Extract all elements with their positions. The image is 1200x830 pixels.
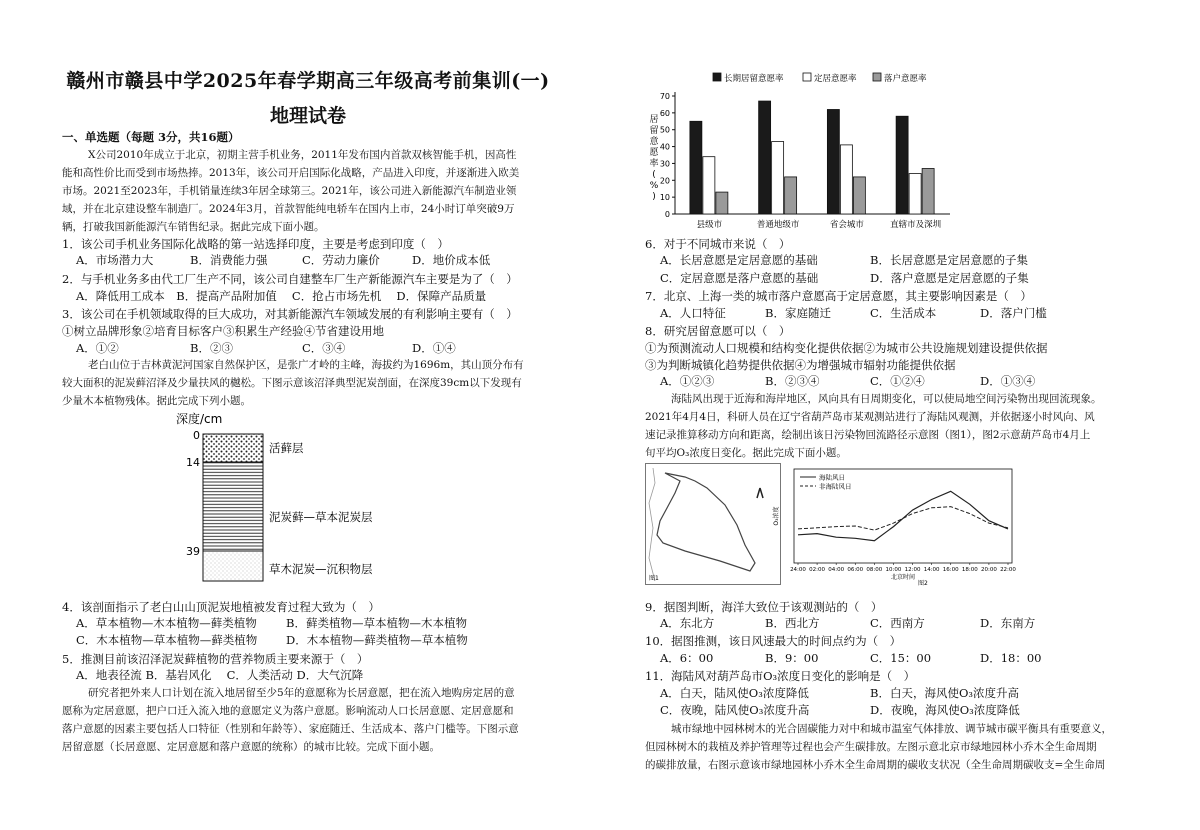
bar [785,177,797,214]
bar [922,168,934,214]
question-10-stem: 10．据图推测，该日风速最大的时间点约为（ ） [645,634,902,648]
y-tick-label: 30 [659,159,670,169]
q1-option-c[interactable]: C．劳动力廉价 [302,253,380,267]
q11-option-a[interactable]: A．白天，陆风使O₃浓度降低 [660,686,809,700]
passage-line: 速记录推算移动方向和距离，绘制出该日污染物回流路径示意图（图1），图2示意葫芦岛市4月上 [645,429,1091,441]
question-5-stem: 5．推测目前该沼泽泥炭藓植物的营养物质主要来源于（ ） [62,652,369,666]
legend-swatch [873,73,881,81]
passage-line: 的碳排放量，右图示意该市绿地园林小乔木全生命周期的碳收支状况（全生命周期碳收支=全生命周 [645,759,1106,771]
bar [703,157,715,214]
q8-items-1: ①为预测流动人口规模和结构变化提供依据②为城市公共设施规划建设提供依据 [645,341,1048,355]
y-axis-label-char: 意 [649,137,659,147]
chart-legend [713,73,927,84]
y-axis-label: O₃浓度 [773,506,780,526]
fig2-label: 图2 [918,580,928,587]
passage-line: 但园林树木的栽植及养护管理等过程也会产生碳排放。左图示意北京市绿地园林小乔木全生命周期 [645,741,1097,753]
line-series [798,491,1008,540]
question-4-stem: 4．该剖面指示了老白山山顶泥炭地植被发育过程大致为（ ） [62,600,380,614]
x-tick-label: 24:00 [790,567,806,573]
q5-options[interactable]: A．地表径流 B．基岩风化 C．人类活动 D．大气沉降 [76,668,364,682]
passage-line: 城市绿地中园林树木的光合固碳能力对中和城市温室气体排放、调节城市碳平衡具有重要意义， [671,723,1112,735]
ozone-line-chart [768,463,1020,590]
passage-line: 2021年4月4日，科研人员在辽宁省葫芦岛市某观测站进行了海陆风观测，并依据逐小时风向、风 [645,411,1095,423]
residence-intention-bar-chart [645,66,965,234]
section-heading: 一、单选题（每题 3分，共16题） [62,130,240,144]
bar [716,192,728,214]
exam-title: 赣州市赣县中学2025年春学期高三年级高考前集训(一) [66,70,550,92]
q11-option-d[interactable]: D．夜晚，海风使O₃浓度降低 [870,703,1020,717]
q7-option-a[interactable]: A．人口特征 [660,306,726,320]
bar [853,177,865,214]
bar [827,109,839,214]
question-2-stem: 2．与手机业务多由代工厂生产不同，该公司自建整车厂生产新能源汽车主要是为了（ ） [62,272,518,286]
q8-option-d[interactable]: D．①③④ [980,374,1036,388]
question-7-stem: 7．北京、上海一类的城市落户意愿高于定居意愿，其主要影响因素是（ ） [645,289,1032,303]
x-axis [697,219,942,230]
peat-profile-figure [170,410,430,590]
y-axis-label-char: 率 [649,159,659,169]
legend-label: 非海陆风日 [819,482,852,491]
y-axis-label-char: ( [652,170,656,180]
y-tick-label: 20 [659,176,670,186]
q7-option-c[interactable]: C．生活成本 [870,306,937,320]
layer-label-peat: 泥炭藓—草本泥炭层 [269,510,373,524]
y-axis-label-char: 愿 [649,148,659,158]
y-axis-label [649,114,658,202]
question-6-stem: 6．对于不同城市来说（ ） [645,237,791,251]
y-tick-label: 0 [664,210,670,219]
q8-option-b[interactable]: B．②③④ [765,374,820,388]
q8-items-2: ③为判断城镇化趋势提供依据④为增强城市辐射功能提供依据 [645,358,956,372]
bar [759,101,771,214]
q10-option-a[interactable]: A．6：00 [660,651,714,665]
question-9-stem: 9．据图判断，海洋大致位于该观测站的（ ） [645,600,883,614]
bar [896,116,908,214]
q8-option-c[interactable]: C．①②④ [870,374,925,388]
x-tick-label: 18:00 [961,567,978,573]
question-1-stem: 1．该公司手机业务国际化战略的第一站选择印度，主要是考虑到印度（ ） [62,237,449,251]
depth-axis-label: 深度/cm [176,412,223,426]
q3-items: ①树立品牌形象②培育目标客户③积累生产经验④节省建设用地 [62,324,384,338]
question-11-stem: 11．海陆风对葫芦岛市O₃浓度日变化的影响是（ ） [645,669,916,683]
x-tick-label: 08:00 [866,567,883,573]
passage-residence [62,684,582,756]
chart-legend [800,473,852,491]
passage-line: 少量木本植物残体。据此完成下列小题。 [62,395,251,407]
x-category-label: 直辖市及深圳 [890,220,942,230]
y-tick-label: 50 [659,125,670,135]
x-axis-label: 北京时间 [890,574,916,581]
chart-axes [772,469,1016,581]
passage-line: 辆，打破我国新能源汽车销售纪录。据此完成下面小题。 [62,221,325,233]
series-line [798,491,1008,540]
x-tick-label: 20:00 [980,567,997,573]
passage-company [62,146,582,236]
question-3-stem: 3．该公司在手机领域取得的巨大成功，对其新能源汽车领域发展的有利影响主要有（ ） [62,307,518,321]
x-tick-label: 12:00 [904,567,921,573]
y-tick-label: 60 [659,108,670,118]
q1-option-d[interactable]: D．地价成本低 [412,253,491,267]
q3-option-a[interactable]: A．①② [76,341,119,355]
y-tick-label: 40 [659,142,670,152]
question-8-stem: 8．研究居留意愿可以（ ） [645,324,791,338]
q4-option-d[interactable]: D．木本植物—藓类植物—草本植物 [286,633,468,647]
q2-options[interactable]: A．降低用工成本 B．提高产品附加值 C．抢占市场先机 D．保障产品质量 [76,289,487,303]
x-tick-label: 16:00 [942,567,959,573]
y-axis-label-char: ) [652,192,656,202]
exam-subtitle: 地理试卷 [269,105,346,127]
y-axis-label-char: 居 [649,115,659,125]
x-category-label: 县级市 [696,220,723,230]
y-tick-label: 10 [659,193,670,203]
legend-label: 定居意愿率 [814,74,857,84]
y-tick-label: 70 [659,92,670,101]
passage-line: 落户意愿的因素主要包括人口特征（性别和年龄等）、家庭随迁、生活成本、落户门槛等。下图示意 [62,723,519,735]
q8-option-a[interactable]: A．①②③ [660,374,715,388]
q6-option-d[interactable]: D．落户意愿是定居意愿的子集 [870,271,1029,285]
x-tick-label: 06:00 [847,567,864,573]
bar-series [690,101,934,214]
q9-option-a[interactable]: A．东北方 [660,616,715,630]
x-tick-label: 10:00 [885,567,902,573]
x-category-label: 省会城市 [829,220,864,230]
q9-option-c[interactable]: C．西南方 [870,616,925,630]
x-tick-label: 02:00 [809,567,826,573]
passage-line: 研究者把外来人口计划在流入地居留至少5年的意愿称为长居意愿，把在流入地购房定居的意 [88,687,515,699]
q1-option-a[interactable]: A．市场潜力大 [76,253,154,267]
passage-line: 市场。2021至2023年，手机销量连续3年居全球第三。2021年，该公司进入新能源汽车制造业领 [62,185,517,197]
q4-option-c[interactable]: C．木本植物—草本植物—藓类植物 [76,633,258,647]
q3-option-b[interactable]: B．②③ [190,341,233,355]
depth-tick-39: 39 [186,545,200,558]
passage-line: 域，并在北京建设整车制造厂。2024年3月，首款智能纯电轿车在国内上市，24小时订单突破9万 [62,203,515,215]
fig1-label: 图1 [649,575,659,582]
q6-option-c[interactable]: C．定居意愿是落户意愿的基础 [660,271,819,285]
passage-line: 愿称为定居意愿，把户口迁入流入地的意愿定义为落户意愿。影响流动人口长居意愿、定居意愿和 [62,705,514,717]
x-tick-label: 22:00 [1000,567,1016,573]
q3-option-c[interactable]: C．③④ [302,341,346,355]
bar [840,145,852,214]
q10-option-c[interactable]: C．15：00 [870,651,932,665]
layer-sediment [203,551,263,581]
q3-option-d[interactable]: D．①④ [412,341,456,355]
passage-sea-breeze [645,390,1165,462]
q4-option-b[interactable]: B．藓类植物—草本植物—木本植物 [286,616,467,630]
passage-peat [62,356,582,410]
q7-option-b[interactable]: B．家庭随迁 [765,306,831,320]
q1-option-b[interactable]: B．消费能力强 [190,253,268,267]
q9-option-d[interactable]: D．东南方 [980,616,1036,630]
passage-line: 居留意愿（长居意愿、定居意愿和落户意愿的统称）的城市比较。完成下面小题。 [62,741,440,753]
legend-label: 海陆风日 [819,473,845,482]
passage-line: 旬平均O₃浓度日变化。据此完成下面小题。 [645,447,847,459]
x-category-label: 普通地级市 [756,220,800,230]
passage-urban-trees [645,720,1165,774]
bar [909,174,921,214]
depth-tick-0: 0 [193,429,200,442]
layer-label-moss: 活藓层 [269,441,304,455]
legend-label: 落户意愿率 [884,74,927,84]
y-axis-label-char: % [649,181,659,191]
q11-option-b[interactable]: B．白天，海风使O₃浓度升高 [870,686,1019,700]
layer-moss [203,434,263,462]
x-tick-label: 04:00 [828,567,845,573]
passage-line: 能和高性价比而受到市场热捧。2013年，该公司开启国际化战略，产品进入印度，并逐渐进入欧美 [62,167,520,179]
q6-option-b[interactable]: B．长居意愿是定居意愿的子集 [870,253,1028,267]
q10-option-d[interactable]: D．18：00 [980,651,1042,665]
bar [690,121,702,214]
q7-option-d[interactable]: D．落户门槛 [980,306,1047,320]
legend-label: 长期居留意愿率 [724,74,784,84]
pollutant-path-map [645,463,781,585]
y-axis-label-char: 留 [649,126,659,136]
q4-option-a[interactable]: A．草本植物—木本植物—藓类植物 [76,616,257,630]
q6-option-a[interactable]: A．长居意愿是定居意愿的基础 [660,253,818,267]
q11-option-c[interactable]: C．夜晚，陆风使O₃浓度升高 [660,703,810,717]
depth-tick-14: 14 [186,456,200,469]
q9-option-b[interactable]: B．西北方 [765,616,820,630]
x-tick-label: 14:00 [923,567,940,573]
legend-swatch [713,73,721,81]
passage-line: 老白山位于吉林黄泥河国家自然保护区，是张广才岭的主峰，海拔约为1696m，其山顶分布有 [88,359,524,371]
q10-option-b[interactable]: B．9：00 [765,651,819,665]
passage-line: X公司2010年成立于北京，初期主营手机业务，2011年发布国内首款双核智能手机，因高性 [88,149,517,161]
layer-label-sediment: 草木泥炭—沉积物层 [269,562,373,576]
passage-line: 较大面积的泥炭藓沼泽及少量扶风的樾松。下图示意该沼泽典型泥炭剖面，在深度39cm以下发现有 [62,377,522,389]
bar [772,142,784,214]
layer-peat [203,462,263,551]
passage-line: 海陆风出现于近海和海岸地区，风向具有日周期变化，可以使局地空间污染物出现回流现象。 [671,393,1102,405]
legend-swatch [803,73,811,81]
